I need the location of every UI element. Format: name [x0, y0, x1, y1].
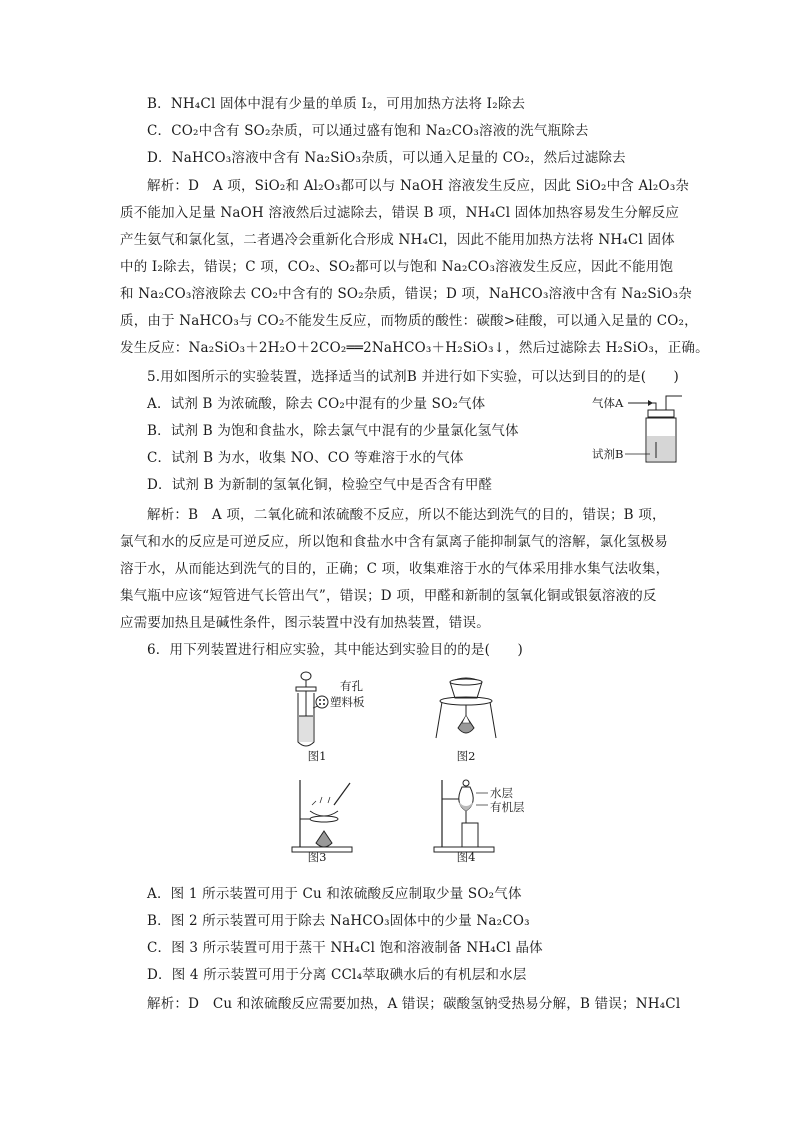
figure-1-caption: 图1 — [307, 749, 327, 763]
q6-option-c: C．图 3 所示装置可用于蒸干 NH₄Cl 饱和溶液制备 NH₄Cl 晶体 — [147, 940, 543, 956]
q5-analysis-line: 溶于水，从而能达到洗气的目的，正确；C 项，收集难溶于水的气体采用排水集气法收集， — [120, 561, 670, 577]
figure-3 — [290, 775, 380, 865]
figure-4 — [428, 775, 548, 865]
q4-analysis-line: 质，由于 NaHCO₃与 CO₂不能发生反应，而物质的酸性：碳酸>硅酸，可以通入足量的 CO₂， — [120, 313, 698, 329]
q5-option-d: D．试剂 B 为新制的氢氧化铜，检验空气中是否含有甲醛 — [147, 477, 493, 493]
organic-layer-label: 有机层 — [490, 800, 525, 814]
q4-analysis-line: 解析：D A 项，SiO₂和 Al₂O₃都可以与 NaOH 溶液发生反应，因此 SiO₂中含 Al₂O₃杂 — [147, 178, 690, 194]
q4-analysis-line: 质不能加入足量 NaOH 溶液然后过滤除去，错误 B 项，NH₄Cl 固体加热容易发生分解反应 — [120, 205, 680, 221]
q4-analysis-line: 和 Na₂CO₃溶液除去 CO₂中含有的 SO₂杂质，错误；D 项，NaHCO₃溶液中含有 Na₂SiO₃杂 — [120, 286, 692, 302]
figure-3-caption: 图3 — [307, 850, 327, 864]
q6-stem: 6．用下列装置进行相应实验，其中能达到实验目的的是( ) — [147, 642, 523, 658]
gas-washing-bottle-figure — [590, 392, 700, 468]
q5-analysis-line: 应需要加热且是碱性条件，图示装置中没有加热装置，错误。 — [120, 615, 490, 631]
q5-analysis-line: 解析：B A 项，二氧化硫和浓硫酸不反应，所以不能达到洗气的目的，错误；B 项， — [147, 507, 666, 523]
water-layer-label: 水层 — [490, 786, 513, 800]
q6-option-b: B．图 2 所示装置可用于除去 NaHCO₃固体中的少量 Na₂CO₃ — [147, 913, 530, 929]
perforated-plate-label-line1: 有孔 — [340, 679, 363, 693]
q6-option-a: A．图 1 所示装置可用于 Cu 和浓硫酸反应制取少量 SO₂气体 — [147, 886, 522, 902]
q5-analysis-line: 集气瓶中应该“短管进气长管出气”，错误；D 项，甲醛和新制的氢氧化铜或银氨溶液的反 — [120, 588, 657, 604]
q6-analysis-line: 解析：D Cu 和浓硫酸反应需要加热，A 错误；碳酸氢钠受热易分解，B 错误；NH₄Cl — [147, 996, 681, 1012]
q5-stem: 5.用如图所示的实验装置，选择适当的试剂B 并进行如下实验，可以达到目的的是( ) — [147, 369, 680, 385]
q4-option-b: B．NH₄Cl 固体中混有少量的单质 I₂，可用加热方法将 I₂除去 — [147, 96, 526, 112]
figure-2-caption: 图2 — [456, 749, 476, 763]
q4-analysis-line: 中的 I₂除去，错误；C 项，CO₂、SO₂都可以与饱和 Na₂CO₃溶液发生反应，因此不能用饱 — [120, 259, 674, 275]
figure-4-caption: 图4 — [456, 850, 476, 864]
q4-option-d: D．NaHCO₃溶液中含有 Na₂SiO₃杂质，可以通入足量的 CO₂，然后过滤除去 — [147, 150, 626, 166]
q4-analysis-line: 发生反应：Na₂SiO₃＋2H₂O＋2CO₂══2NaHCO₃＋H₂SiO₃↓，然后过滤除去 H₂SiO₃，正确。 — [120, 340, 709, 356]
q5-analysis-line: 氯气和水的反应是可逆反应，所以饱和食盐水中含有氯离子能抑制氯气的溶解，氯化氢极易 — [120, 534, 668, 550]
q4-analysis-line: 产生氨气和氯化氢，二者遇冷会重新化合形成 NH₄Cl，因此不能用加热方法将 NH₄Cl 固体 — [120, 232, 675, 248]
reagent-b-label: 试剂B — [592, 447, 624, 461]
q5-option-a: A．试剂 B 为浓硫酸，除去 CO₂中混有的少量 SO₂气体 — [147, 396, 486, 412]
q4-option-c: C．CO₂中含有 SO₂杂质，可以通过盛有饱和 Na₂CO₃溶液的洗气瓶除去 — [147, 123, 589, 139]
q6-option-d: D．图 4 所示装置可用于分离 CCl₄萃取碘水后的有机层和水层 — [147, 967, 527, 983]
figure-1 — [290, 668, 380, 763]
gas-a-label: 气体A — [592, 396, 624, 410]
perforated-plate-label-line2: 塑料板 — [330, 695, 365, 709]
gas-washing-bottle-drawing — [590, 392, 700, 468]
q5-option-c: C．试剂 B 为水，收集 NO、CO 等难溶于水的气体 — [147, 450, 464, 466]
figure-2 — [428, 668, 508, 763]
q5-option-b: B．试剂 B 为饱和食盐水，除去氯气中混有的少量氯化氢气体 — [147, 423, 519, 439]
